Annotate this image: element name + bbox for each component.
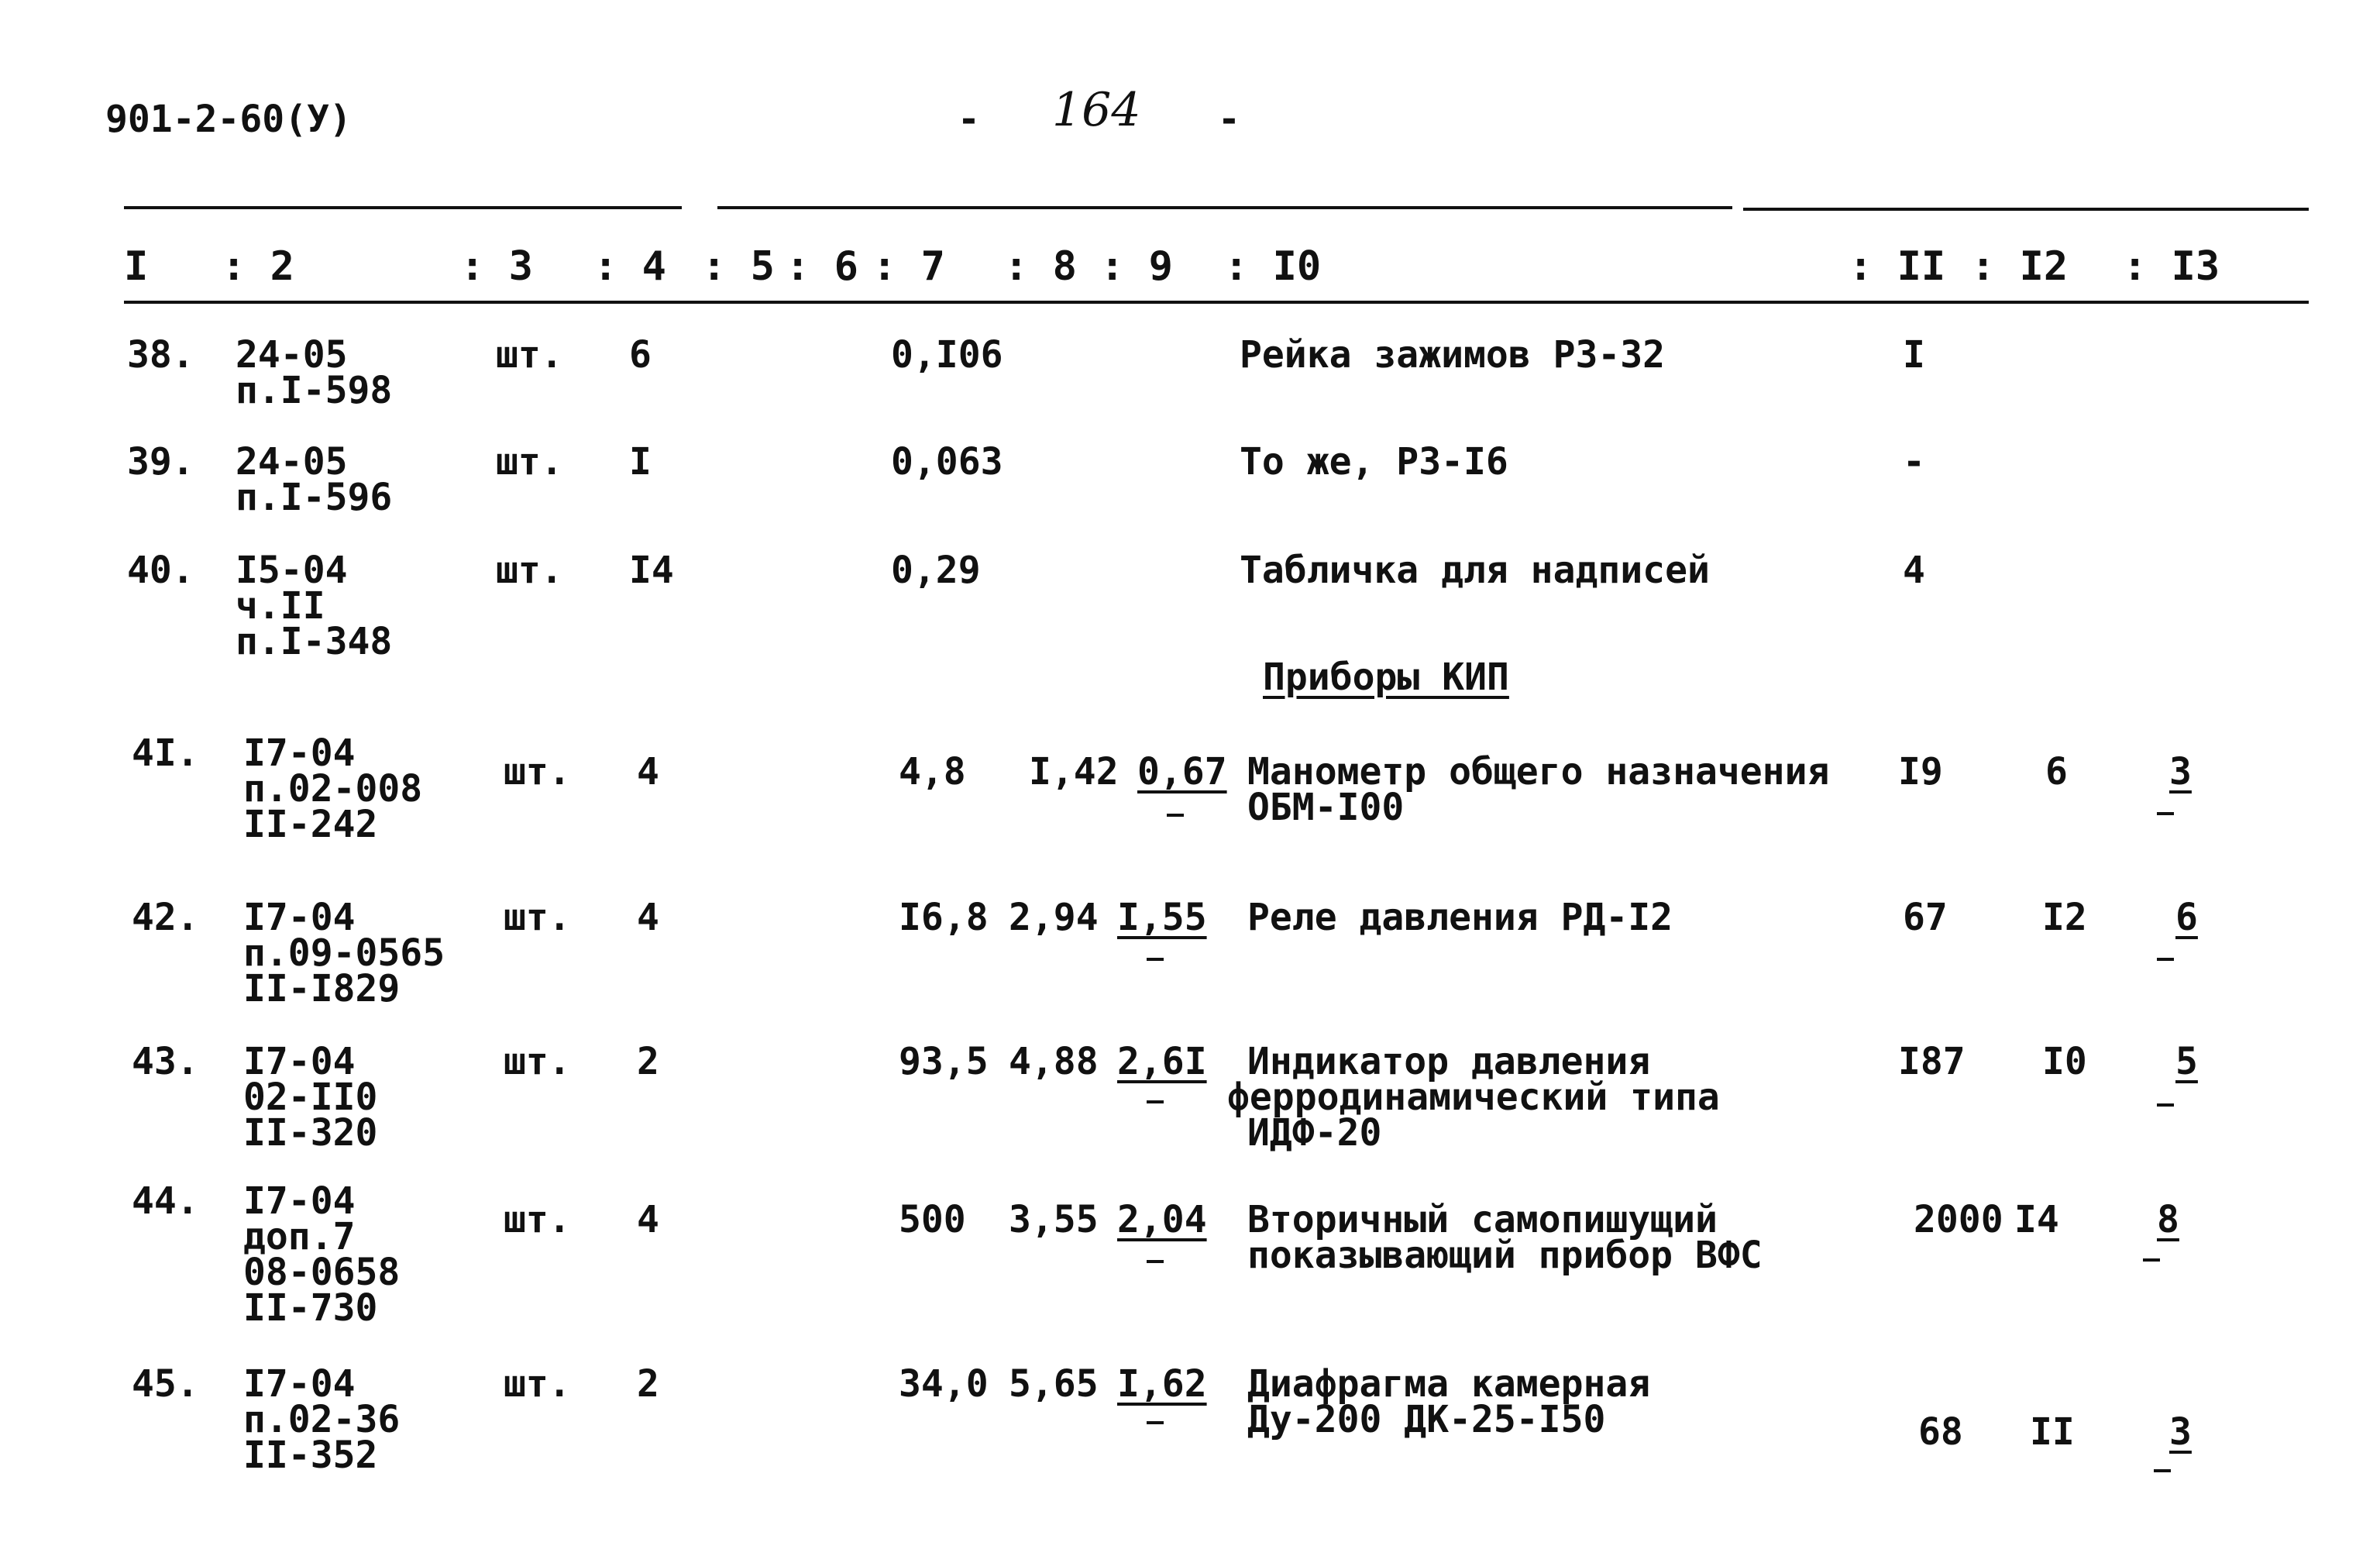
item-name-line: Рейка зажимов РЗ-32 — [1240, 333, 1666, 377]
item-name-line: Диафрагма камерная — [1247, 1362, 1651, 1406]
resource-code-line: I7-04 — [243, 1362, 356, 1406]
resource-code-line: I7-04 — [243, 1040, 356, 1083]
col-1: I — [124, 243, 149, 290]
item-name-line: показывающий прибор ВФС — [1247, 1234, 1763, 1277]
unit: шт. — [504, 896, 571, 939]
col13-value: 6 — [2175, 896, 2198, 939]
col7-value: 500 — [899, 1198, 966, 1241]
col7-value: 0,29 — [891, 549, 981, 592]
resource-code-line: I7-04 — [243, 896, 356, 939]
resource-code-line: п.02-008 — [243, 767, 423, 811]
page-number: 164 — [1052, 83, 1141, 137]
col-7: : 7 — [872, 243, 945, 290]
col11-value: - — [1903, 440, 1925, 484]
resource-code-line: 24-05 — [236, 333, 348, 377]
item-name-line: Манометр общего назначения — [1247, 750, 1830, 793]
section-heading: Приборы КИП — [1263, 656, 1509, 699]
row-number: 44. — [132, 1179, 199, 1223]
row-number: 40. — [127, 549, 194, 592]
top-rule-left — [124, 206, 682, 209]
quantity: 2 — [637, 1362, 659, 1406]
col13-value: 8 — [2157, 1198, 2179, 1241]
col-6: : 6 — [786, 243, 858, 290]
col-10: : I0 — [1224, 243, 1322, 290]
col12-value: 6 — [2045, 750, 2068, 793]
item-name-line: ОБМ-I00 — [1247, 786, 1405, 829]
col8-value: 2,94 — [1009, 896, 1099, 939]
document-code: 901-2-60(У) — [105, 98, 352, 141]
unit: шт. — [504, 1198, 571, 1241]
col-4: : 4 — [593, 243, 666, 290]
resource-code-line: II-730 — [243, 1286, 378, 1330]
item-name-line: ферродинамический типа — [1227, 1076, 1720, 1119]
item-name-line: То же, РЗ-I6 — [1240, 440, 1508, 484]
row-number: 4I. — [132, 732, 199, 775]
row-number: 39. — [127, 440, 194, 484]
unit: шт. — [504, 1362, 571, 1406]
col7-value: 34,0 — [899, 1362, 989, 1406]
col8-value: 3,55 — [1009, 1198, 1099, 1241]
col-5: : 5 — [702, 243, 775, 290]
col7-value: 93,5 — [899, 1040, 989, 1083]
resource-code-line: п.I-598 — [236, 369, 393, 412]
col9-value: I,62 — [1117, 1362, 1207, 1406]
top-rule-right — [1743, 208, 2309, 211]
quantity: 6 — [629, 333, 652, 377]
col9-value: 2,6I — [1117, 1040, 1207, 1083]
col12-value: I4 — [2014, 1198, 2059, 1241]
col9-dash — [1147, 1260, 1164, 1263]
col13-dash — [2157, 958, 2174, 961]
col8-value: 4,88 — [1009, 1040, 1099, 1083]
item-name-line: Индикатор давления — [1247, 1040, 1651, 1083]
col11-value: I87 — [1898, 1040, 1966, 1083]
col11-value: 2000 — [1914, 1198, 2003, 1241]
col9-dash — [1147, 958, 1164, 961]
col-13: : I3 — [2123, 243, 2220, 290]
row-number: 45. — [132, 1362, 199, 1406]
row-number: 42. — [132, 896, 199, 939]
col8-value: I,42 — [1029, 750, 1119, 793]
item-name-line: Реле давления РД-I2 — [1247, 896, 1673, 939]
col13-dash — [2157, 1103, 2174, 1107]
col13-value: 3 — [2169, 750, 2192, 793]
unit: шт. — [504, 1040, 571, 1083]
row-number: 38. — [127, 333, 194, 377]
col12-value: I2 — [2042, 896, 2087, 939]
col11-value: 68 — [1918, 1410, 1963, 1454]
header-bottom-rule — [124, 301, 2309, 304]
col13-value: 3 — [2169, 1410, 2192, 1454]
resource-code-line: II-242 — [243, 803, 378, 846]
col11-value: 4 — [1903, 549, 1925, 592]
col13-value: 5 — [2175, 1040, 2198, 1083]
resource-code-line: доп.7 — [243, 1215, 356, 1258]
col-11: : II — [1849, 243, 1946, 290]
page-dash-left: - — [958, 98, 980, 141]
resource-code-line: п.02-36 — [243, 1398, 401, 1441]
col12-value: I0 — [2042, 1040, 2087, 1083]
resource-code-line: I7-04 — [243, 1179, 356, 1223]
col9-dash — [1167, 814, 1184, 817]
item-name-line: Вторичный самопишущий — [1247, 1198, 1718, 1241]
resource-code-line: ч.II — [236, 584, 325, 628]
col7-value: I6,8 — [899, 896, 989, 939]
page-dash-right: - — [1218, 98, 1240, 141]
row-number: 43. — [132, 1040, 199, 1083]
quantity: I — [629, 440, 652, 484]
col7-value: 4,8 — [899, 750, 966, 793]
unit: шт. — [496, 549, 563, 592]
resource-code-line: 02-II0 — [243, 1076, 378, 1119]
col13-dash — [2157, 812, 2174, 815]
top-rule-middle — [717, 206, 1732, 209]
col13-dash — [2154, 1469, 2171, 1472]
col-9: : 9 — [1100, 243, 1173, 290]
col9-value: 0,67 — [1137, 750, 1227, 793]
resource-code-line: п.I-596 — [236, 476, 393, 519]
col11-value: 67 — [1903, 896, 1948, 939]
quantity: 4 — [637, 750, 659, 793]
resource-code-line: п.I-348 — [236, 620, 393, 663]
col-12: : I2 — [1971, 243, 2069, 290]
col9-dash — [1147, 1100, 1164, 1103]
quantity: 4 — [637, 896, 659, 939]
quantity: 2 — [637, 1040, 659, 1083]
resource-code-line: II-320 — [243, 1111, 378, 1155]
col12-value: II — [2030, 1410, 2075, 1454]
unit: шт. — [496, 333, 563, 377]
col-2: : 2 — [222, 243, 294, 290]
col8-value: 5,65 — [1009, 1362, 1099, 1406]
col11-value: I9 — [1898, 750, 1943, 793]
col13-dash — [2143, 1258, 2160, 1262]
resource-code-line: I5-04 — [236, 549, 348, 592]
unit: шт. — [504, 750, 571, 793]
unit: шт. — [496, 440, 563, 484]
col-8: : 8 — [1004, 243, 1077, 290]
col9-value: I,55 — [1117, 896, 1207, 939]
col9-value: 2,04 — [1117, 1198, 1207, 1241]
col11-value: I — [1903, 333, 1925, 377]
quantity: 4 — [637, 1198, 659, 1241]
item-name-line: Ду-200 ДК-25-I50 — [1247, 1398, 1606, 1441]
resource-code-line: I7-04 — [243, 732, 356, 775]
col-3: : 3 — [460, 243, 533, 290]
item-name-line: ИДФ-20 — [1247, 1111, 1382, 1155]
resource-code-line: 24-05 — [236, 440, 348, 484]
quantity: I4 — [629, 549, 674, 592]
resource-code-line: II-I829 — [243, 967, 401, 1010]
resource-code-line: 08-0658 — [243, 1251, 401, 1294]
col7-value: 0,I06 — [891, 333, 1003, 377]
col9-dash — [1147, 1421, 1164, 1424]
resource-code-line: п.09-0565 — [243, 931, 445, 975]
resource-code-line: II-352 — [243, 1434, 378, 1477]
item-name-line: Табличка для надписей — [1240, 549, 1710, 592]
col7-value: 0,063 — [891, 440, 1003, 484]
